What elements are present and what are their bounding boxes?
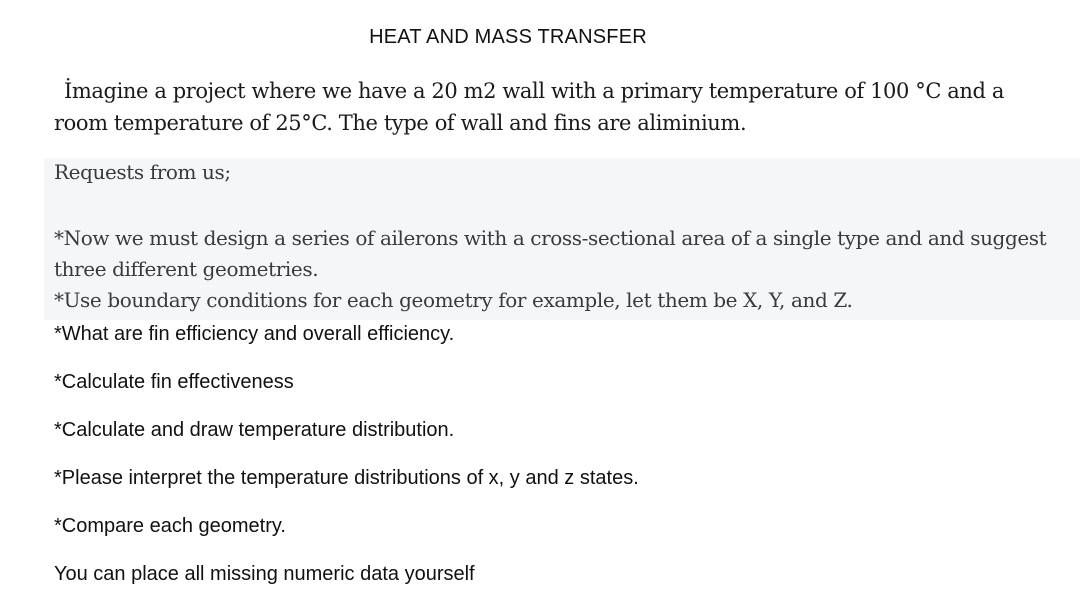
task-interpret-distributions: *Please interpret the temperature distributions of x, y and z states. [54,467,639,489]
request-item-boundary-conditions: *Use boundary conditions for each geometry for example, let them be X, Y, and Z. [54,288,853,312]
note-missing-data: You can place all missing numeric data yourself [54,563,475,585]
request-item-design: *Now we must design a series of ailerons with a cross-sectional area of a single type and and suggest three different geometries. [54,226,1047,281]
task-temperature-distribution: *Calculate and draw temperature distribution. [54,419,455,441]
task-fin-efficiency: *What are fin efficiency and overall efficiency. [54,323,455,345]
intro-paragraph: İmagine a project where we have a 20 m2 wall with a primary temperature of 100 °C and a room temperature of 25°C. The type of wall and fins are aliminium. [54,79,1004,135]
requests-heading: Requests from us; [54,160,231,184]
document-title: HEAT AND MASS TRANSFER [369,26,647,48]
task-compare-geometry: *Compare each geometry. [54,515,286,537]
task-fin-effectiveness: *Calculate fin effectiveness [54,371,294,393]
